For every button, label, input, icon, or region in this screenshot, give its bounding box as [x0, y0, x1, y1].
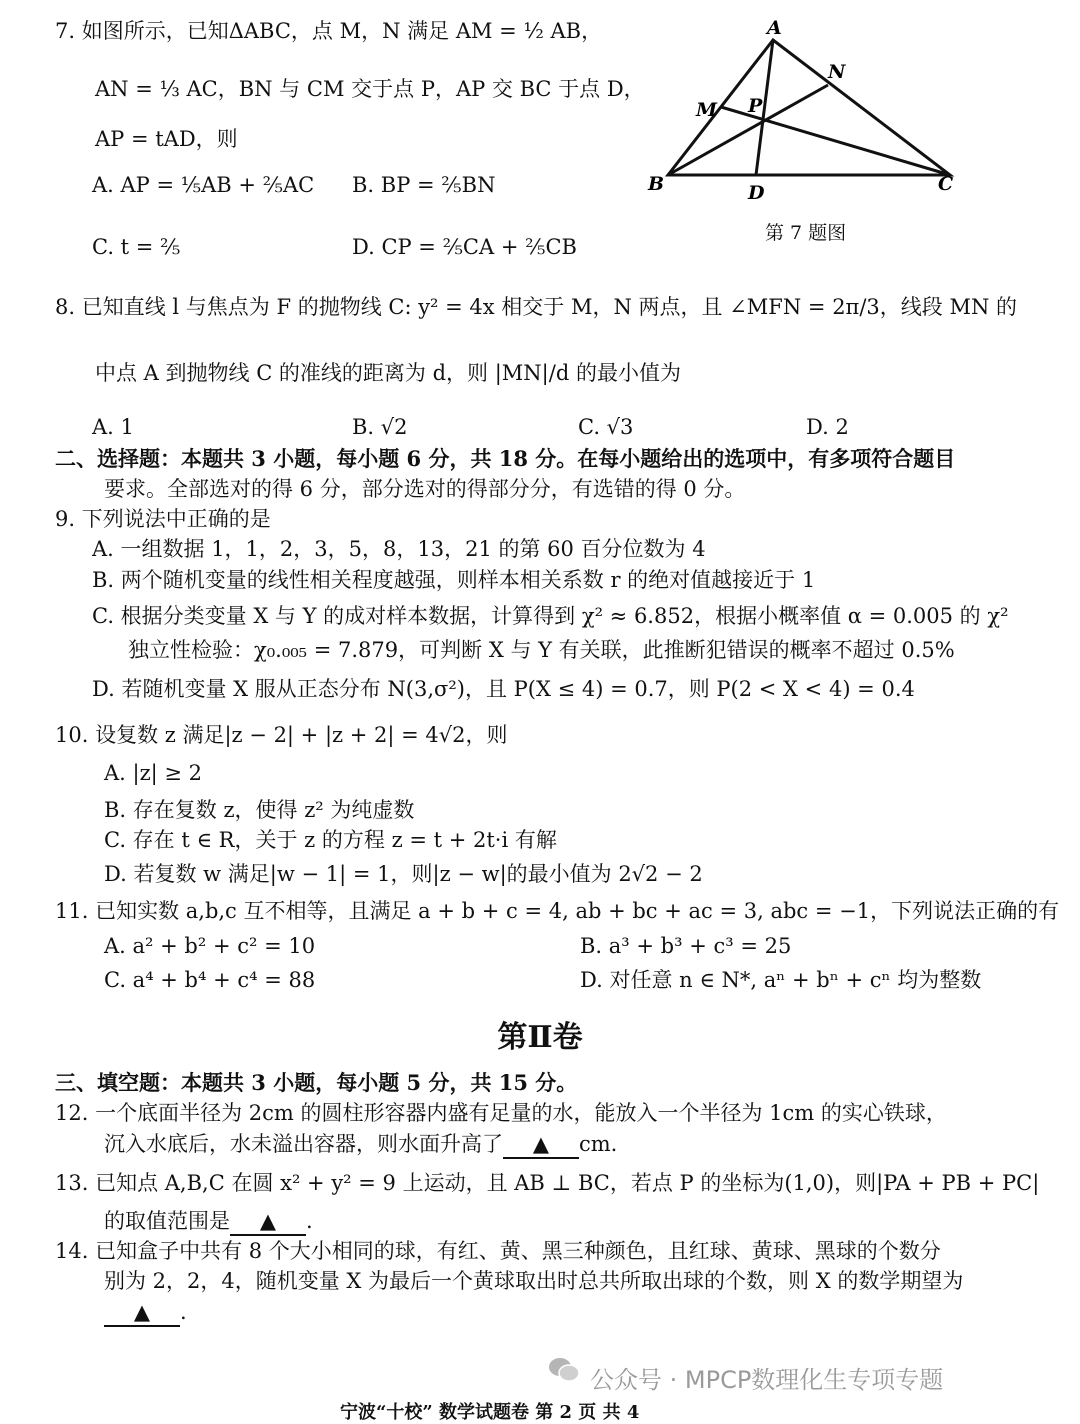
q10-option-c: C. 存在 t ∈ R，关于 z 的方程 z = t + 2t·i 有解 — [104, 828, 557, 852]
q9-option-b: B. 两个随机变量的线性相关程度越强，则样本相关系数 r 的绝对值越接近于 1 — [92, 568, 816, 592]
page-footer: 宁波“十校” 数学试题卷 第 2 页 共 4 — [340, 1402, 640, 1423]
q8-line1: 8. 已知直线 l 与焦点为 F 的抛物线 C: y² = 4x 相交于 M，N 两点，且 ∠MFN = 2π/3，线段 MN 的 — [55, 295, 1018, 319]
q13-answer-blank[interactable]: ▲ — [230, 1208, 306, 1236]
q7-figure-caption: 第 7 题图 — [765, 222, 847, 244]
q7-line2: AN = ⅓ AC，BN 与 CM 交于点 P，AP 交 BC 于点 D， — [95, 77, 645, 101]
q9-stem: 9. 下列说法中正确的是 — [55, 507, 271, 531]
q14-line3 — [104, 1299, 187, 1327]
q14-line1: 14. 已知盒子中共有 8 个大小相同的球，有红、黄、黑三种颜色，且红球、黄球、黑球的个数分 — [55, 1239, 941, 1263]
part2-title: 第Ⅱ卷 — [497, 1020, 583, 1055]
q12-line2-text: 沉入水底后，水未溢出容器，则水面升高了 — [104, 1132, 503, 1156]
wechat-icon — [548, 1356, 580, 1384]
section3-heading: 三、填空题：本题共 3 小题，每小题 5 分，共 15 分。 — [55, 1070, 578, 1095]
q14-line2: 别为 2，2，4，随机变量 X 为最后一个黄球取出时总共所取出球的个数，则 X 的数学期望为 — [104, 1269, 964, 1293]
q13-line2-text: 的取值范围是 — [104, 1209, 230, 1233]
q14-answer-blank[interactable]: ▲ — [104, 1299, 180, 1327]
watermark-text: 公众号 · MPCP数理化生专项专题 — [590, 1366, 944, 1394]
q8-option-d: D. 2 — [806, 415, 849, 439]
q10-option-d: D. 若复数 w 满足|w − 1| = 1，则|z − w|的最小值为 2√2 − 2 — [104, 862, 703, 886]
label-a: A — [767, 17, 782, 39]
q13-period: . — [306, 1209, 313, 1233]
label-n: N — [828, 61, 846, 83]
q12-unit: cm. — [579, 1132, 618, 1156]
q7-option-c: C. t = ⅖ — [92, 235, 181, 259]
q12-line2 — [104, 1131, 617, 1159]
label-p: P — [748, 95, 763, 117]
q7-option-d: D. CP = ⅖CA + ⅖CB — [352, 235, 577, 259]
segment-cm — [721, 107, 950, 175]
q13-line1: 13. 已知点 A,B,C 在圆 x² + y² = 9 上运动，且 AB ⊥ BC，若点 P 的坐标为(1,0)，则|PA + PB + PC| — [55, 1171, 1040, 1195]
q14-period: . — [180, 1300, 187, 1324]
q10-option-a: A. |z| ≥ 2 — [104, 761, 203, 785]
q9-option-a: A. 一组数据 1，1，2，3，5，8，13，21 的第 60 百分位数为 4 — [92, 537, 706, 561]
q8-line2: 中点 A 到抛物线 C 的准线的距离为 d，则 |MN|/d 的最小值为 — [95, 361, 681, 385]
q11-option-c: C. a⁴ + b⁴ + c⁴ = 88 — [104, 968, 316, 992]
q9-option-c-line2: 独立性检验：χ₀.₀₀₅ = 7.879，可判断 X 与 Y 有关联，此推断犯错误的概率不超过 0.5% — [128, 638, 955, 662]
q11-option-b: B. a³ + b³ + c³ = 25 — [580, 934, 792, 958]
q9-option-c-line1: C. 根据分类变量 X 与 Y 的成对样本数据，计算得到 χ² ≈ 6.852，根据小概率值 α = 0.005 的 χ² — [92, 604, 1009, 628]
q11-option-a: A. a² + b² + c² = 10 — [104, 934, 316, 958]
q8-option-c: C. √3 — [578, 415, 634, 439]
q12-line1: 12. 一个底面半径为 2cm 的圆柱形容器内盛有足量的水，能放入一个半径为 1cm 的实心铁球， — [55, 1101, 947, 1125]
q7-triangle-figure — [640, 10, 970, 210]
q9-option-d: D. 若随机变量 X 服从正态分布 N(3,σ²)，且 P(X ≤ 4) = 0.7，则 P(2 < X < 4) = 0.4 — [92, 677, 915, 701]
q12-answer-blank[interactable]: ▲ — [503, 1131, 579, 1159]
q7-option-b: B. BP = ⅖BN — [352, 173, 496, 197]
q10-option-b: B. 存在复数 z，使得 z² 为纯虚数 — [104, 798, 415, 822]
q11-option-d: D. 对任意 n ∈ N*, aⁿ + bⁿ + cⁿ 均为整数 — [580, 968, 982, 992]
label-c: C — [938, 173, 954, 195]
q7-option-a: A. AP = ⅕AB + ⅖AC — [92, 173, 315, 197]
q10-stem: 10. 设复数 z 满足|z − 2| + |z + 2| = 4√2，则 — [55, 723, 508, 747]
q11-stem: 11. 已知实数 a,b,c 互不相等，且满足 a + b + c = 4, ab + bc + ac = 3, abc = −1，下列说法正确的有 — [55, 899, 1060, 923]
q8-option-a: A. 1 — [92, 415, 134, 439]
q7-line1: 7. 如图所示，已知ΔABC，点 M，N 满足 AM = ½ AB， — [55, 19, 603, 43]
section2-heading: 二、选择题：本题共 3 小题，每小题 6 分，共 18 分。在每小题给出的选项中，有多项符合题目 — [55, 446, 956, 471]
q8-option-b: B. √2 — [352, 415, 408, 439]
section2-line2: 要求。全部选对的得 6 分，部分选对的得部分分，有选错的得 0 分。 — [104, 477, 746, 501]
label-m: M — [696, 99, 718, 121]
q13-line2 — [104, 1208, 313, 1236]
q7-line3: AP = tAD，则 — [95, 127, 238, 151]
label-d: D — [748, 182, 765, 204]
label-b: B — [648, 173, 665, 195]
